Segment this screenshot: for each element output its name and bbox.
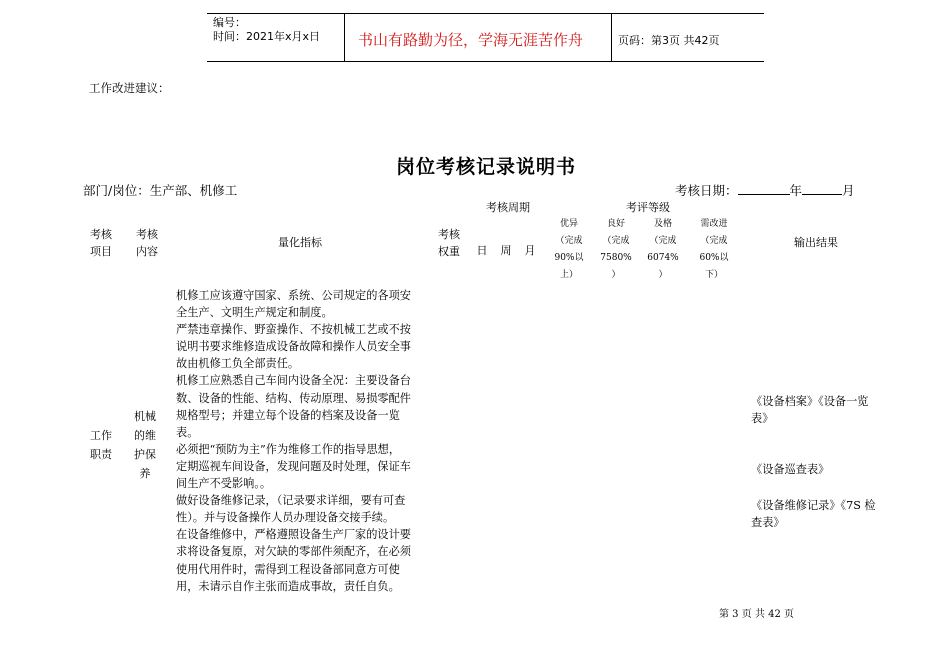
indicator-line: 用，未请示自作主张而造成事故，责任自负。 [176,579,400,593]
indicator-line: 机修工应该遵守国家、系统、公司规定的各项安 [176,289,411,302]
month-blank[interactable] [802,182,842,195]
col-grade: 考评等级 [626,201,670,214]
output-inspection: 《设备巡查表》 [751,463,830,476]
indicator-line: 求将设备复原，对欠缺的零部件须配齐，在必须 [176,545,411,559]
year-label: 年 [789,183,803,198]
output-archive: 《设备档案》《设备一览 表》 [751,395,869,425]
indicator-line: 严禁违章操作、野蛮操作、不按机械工艺或不按 [176,323,411,337]
indicator-line: 做好设备维修记录，（记录要求详细，要有可查 [176,494,406,508]
indicator-line: 间生产不受影响。。 [176,477,272,491]
col-content: 考核 内容 [136,228,158,258]
col-day: 日 [476,244,488,257]
col-item: 考核 项目 [90,228,112,258]
indicator-line: 表。 [176,425,199,439]
indicator-line: 数、设备的性能、结构、传动原理、易损零配件 [176,391,411,405]
indicator-line: 故由机修工负全部责任。 [176,357,300,371]
output-repair-record: 《设备维修记录》《7S 检 查表》 [751,499,876,529]
grade-pass: 及格 （完成 6074% ） [647,219,679,280]
col-period: 考核周期 [486,201,530,214]
col-weight: 考核 权重 [438,228,460,258]
indicator-line: 说明书要求维修造成设备故障和操作人员安全事 [176,340,411,354]
col-output: 输出结果 [794,236,838,249]
header-divider [344,14,345,61]
year-blank[interactable] [738,182,790,195]
indicator-text [176,287,411,595]
page-code: 页码：第3页 共42页 [618,34,720,47]
page-footer: 第 3 页 共 42 页 [719,609,794,620]
grade-good: 良好 （完成 7580% ） [600,219,632,280]
assess-date-label: 考核日期： [675,183,738,198]
col-month: 月 [524,244,536,257]
indicator-line: 性）。并与设备操作人员办理设备交接手续。 [176,511,395,525]
page-title: 岗位考核记录说明书 [396,156,577,178]
number-label: 编号： [213,16,246,29]
row-content: 机械 的维 护保 养 [134,410,156,480]
indicator-line: 机修工应熟悉自己车间内设备全况：主要设备台 [176,374,411,388]
motto: 书山有路勤为径，学海无涯苦作舟 [358,31,584,49]
assess-date [675,181,855,199]
col-indicator: 量化指标 [278,236,322,249]
grade-excellent: 优异 （完成 90%以 上） [554,219,584,280]
indicator-line: 使用代用件时，需得到工程设备部同意方可使 [176,562,400,576]
indicator-line: 定期巡视车间设备，发现问题及时处理，保证车 [176,459,411,473]
improvement-label: 工作改进建议： [89,81,170,95]
time-label: 时间：2021年x月x日 [213,30,321,43]
indicator-line: 在设备维修中，严格遵照设备生产厂家的设计要 [176,528,411,542]
dept-label: 部门/岗位：生产部、机修工 [83,183,238,198]
grade-improve: 需改进 （完成 60%以 下） [699,219,729,280]
indicator-line: 全生产、文明生产规定和制度。 [176,306,333,320]
row-item: 工作 职责 [90,429,112,461]
page-header [207,13,764,62]
month-label: 月 [842,183,855,198]
indicator-line: 必须把“预防为主”作为维修工作的指导思想， [176,442,401,456]
col-week: 周 [500,244,512,257]
indicator-line: 规格型号；并建立每个设备的档案及设备一览 [176,408,400,422]
header-divider [611,14,612,61]
